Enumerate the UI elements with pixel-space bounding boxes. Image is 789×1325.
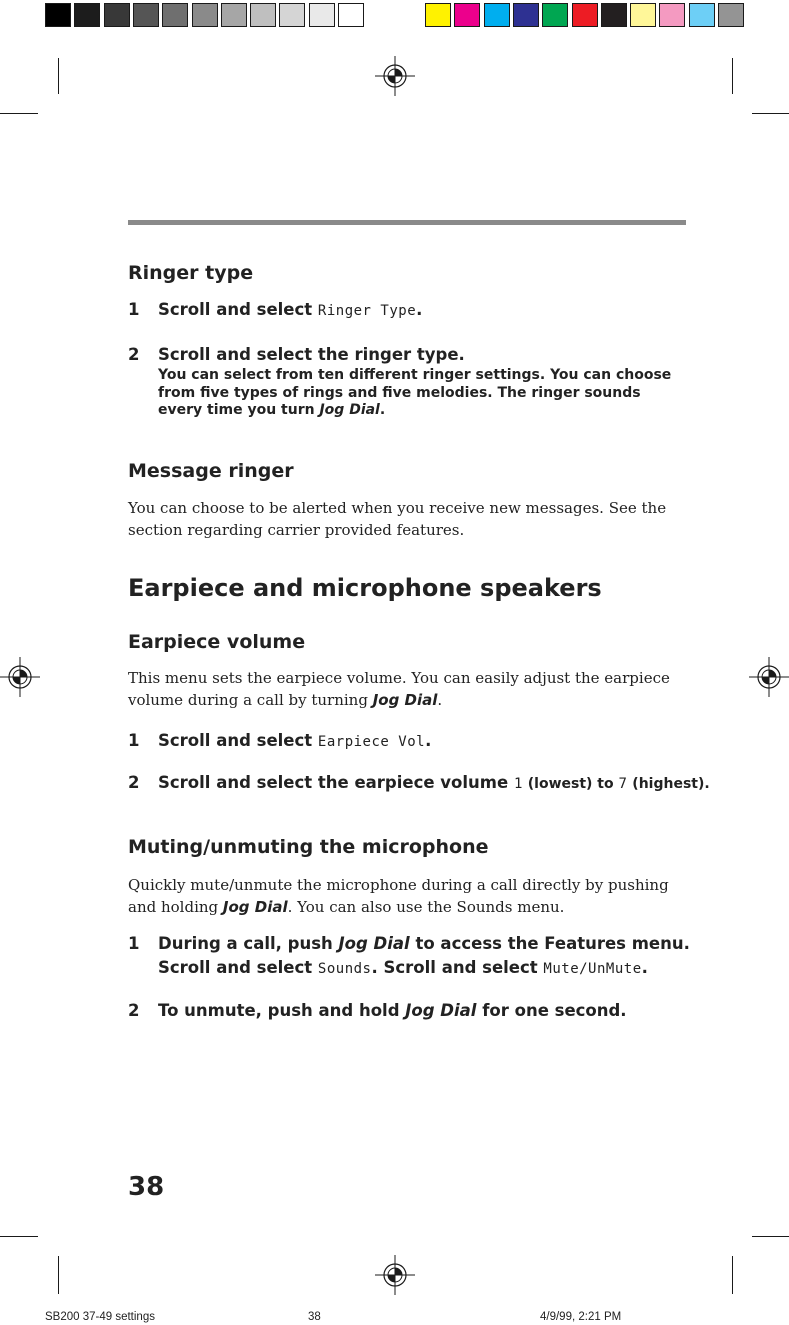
color-swatch: [338, 3, 364, 27]
lcd-menu-item: Earpiece Vol: [317, 734, 426, 750]
step-number: 1: [128, 731, 140, 750]
message-ringer-heading: Message ringer: [128, 460, 294, 482]
color-swatch: [513, 3, 539, 27]
slug-page: 38: [308, 1311, 321, 1323]
step-number: 2: [128, 345, 140, 364]
page-number: 38: [128, 1172, 165, 1202]
lcd-volume-low: 1: [513, 776, 523, 792]
lcd-menu-item: Ringer Type: [317, 303, 417, 319]
color-swatch: [162, 3, 188, 27]
lcd-menu-item: Sounds: [317, 961, 372, 977]
crop-mark: [58, 58, 59, 94]
color-swatch: [425, 3, 451, 27]
color-swatch: [279, 3, 305, 27]
lcd-volume-high: 7: [618, 776, 628, 792]
crop-mark: [732, 1256, 733, 1294]
color-swatch: [104, 3, 130, 27]
color-swatch: [250, 3, 276, 27]
earpiece-volume-body: This menu sets the earpiece volume. You can easily adjust the earpiece volume during a call by turning Jog Dial.: [128, 669, 670, 709]
color-swatch: [542, 3, 568, 27]
lcd-menu-item: Mute/UnMute: [543, 961, 642, 977]
color-swatch: [484, 3, 510, 27]
jog-dial-term: Jog Dial: [405, 1001, 477, 1020]
crop-mark: [58, 1256, 59, 1294]
crop-mark: [752, 113, 789, 114]
step-text: Scroll and select Ringer Type.: [158, 300, 423, 319]
muting-heading: Muting/unmuting the microphone: [128, 836, 489, 858]
color-swatch: [718, 3, 744, 27]
muting-body: Quickly mute/unmute the microphone during a call directly by pushing and holding Jog Dial. You can also use the Sounds menu.: [128, 876, 669, 916]
slug-file-name: SB200 37-49 settings: [45, 1311, 155, 1323]
step-text: To unmute, push and hold Jog Dial for one second.: [158, 1001, 627, 1020]
color-swatch: [659, 3, 685, 27]
color-swatch: [309, 3, 335, 27]
step-text: Scroll and select Earpiece Vol.: [158, 731, 432, 750]
ringer-type-note: You can select from ten different ringer settings. You can choose from five types of rings and five melodies. The ringer sounds every time you turn Jog Dial.: [158, 367, 672, 418]
step-text-continued: Scroll and select Sounds. Scroll and select Mute/UnMute.: [158, 958, 648, 977]
step-number: 1: [128, 934, 140, 953]
registration-mark-icon: [375, 56, 415, 96]
ringer-type-heading: Ringer type: [128, 262, 254, 284]
color-swatch: [192, 3, 218, 27]
jog-dial-term: Jog Dial: [319, 402, 380, 418]
crop-mark: [732, 58, 733, 94]
step-number: 2: [128, 773, 140, 792]
slug-date: 4/9/99, 2:21 PM: [540, 1311, 622, 1323]
section-rule: [128, 220, 686, 225]
color-swatch: [601, 3, 627, 27]
step-text: Scroll and select the earpiece volume 1 (lowest) to 7 (highest).: [158, 773, 710, 792]
step-number: 2: [128, 1001, 140, 1020]
jog-dial-term: Jog Dial: [222, 898, 288, 916]
jog-dial-term: Jog Dial: [338, 934, 410, 953]
color-swatch: [133, 3, 159, 27]
color-swatch: [74, 3, 100, 27]
crop-mark: [0, 113, 38, 114]
color-swatch: [689, 3, 715, 27]
earpiece-microphone-heading: Earpiece and microphone speakers: [128, 574, 602, 602]
color-swatch: [45, 3, 71, 27]
color-swatch: [630, 3, 656, 27]
crop-mark: [0, 1236, 38, 1237]
step-number: 1: [128, 300, 140, 319]
step-text: Scroll and select the ringer type.: [158, 345, 465, 364]
earpiece-volume-heading: Earpiece volume: [128, 631, 306, 653]
registration-mark-icon: [749, 657, 789, 697]
jog-dial-term: Jog Dial: [372, 691, 438, 709]
registration-mark-icon: [375, 1255, 415, 1295]
color-swatch: [454, 3, 480, 27]
crop-mark: [752, 1236, 789, 1237]
message-ringer-body: You can choose to be alerted when you receive new messages. See the section regarding carrier provided features.: [128, 499, 667, 539]
color-swatch: [221, 3, 247, 27]
registration-mark-icon: [0, 657, 40, 697]
color-swatch: [572, 3, 598, 27]
step-text: During a call, push Jog Dial to access the Features menu.: [158, 934, 690, 953]
